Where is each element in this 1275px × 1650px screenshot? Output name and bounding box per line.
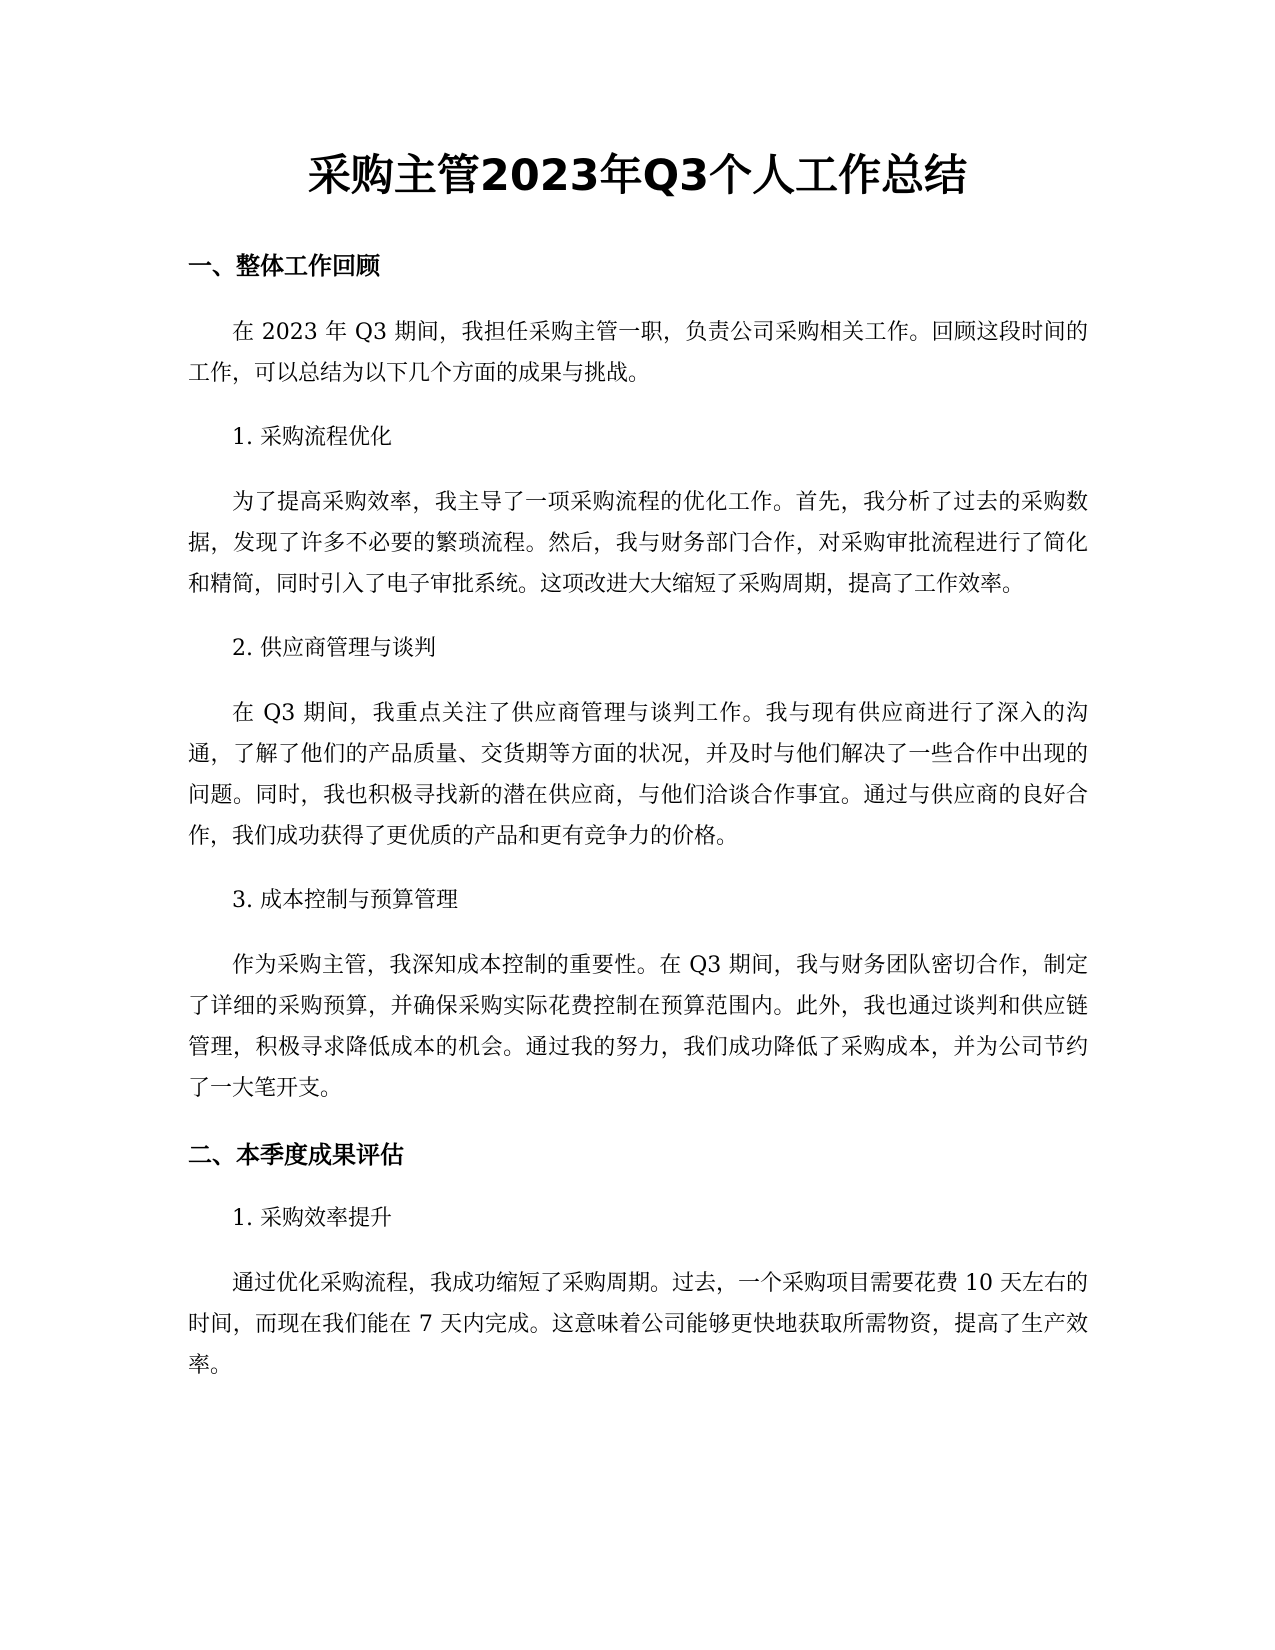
subheading-cost-control: 3. 成本控制与预算管理 xyxy=(232,888,458,913)
section-heading-overview: 一、整体工作回顾 xyxy=(188,252,380,280)
subheading-supplier-management: 2. 供应商管理与谈判 xyxy=(232,636,436,661)
section-heading-results: 二、本季度成果评估 xyxy=(188,1141,404,1169)
subheading-process-optimization: 1. 采购流程优化 xyxy=(232,425,392,450)
document-title: 采购主管2023年Q3个人工作总结 xyxy=(307,151,968,201)
paragraph-supplier-management: 在 Q3 期间，我重点关注了供应商管理与谈判工作。我与现有供应商进行了深入的沟通，了解了他们的产品质量、交货期等方面的状况，并及时与他们解决了一些合作中出现的问题。同时，我也积极寻找新的潜在供应商，与他们洽谈合作事宜。通过与供应商的良好合作，我们成功获得了更优质的产品和更有竞争力的价格。 xyxy=(188,701,1088,849)
subheading-efficiency-improvement: 1. 采购效率提升 xyxy=(232,1206,392,1231)
document-body xyxy=(188,248,1088,1386)
paragraph-efficiency-improvement: 通过优化采购流程，我成功缩短了采购周期。过去，一个采购项目需要花费 10 天左右的时间，而现在我们能在 7 天内完成。这意味着公司能够更快地获取所需物资，提高了生产效率。 xyxy=(188,1271,1088,1378)
paragraph-process-optimization: 为了提高采购效率，我主导了一项采购流程的优化工作。首先，我分析了过去的采购数据，发现了许多不必要的繁琐流程。然后，我与财务部门合作，对采购审批流程进行了简化和精简，同时引入了电子审批系统。这项改进大大缩短了采购周期，提高了工作效率。 xyxy=(188,490,1088,597)
section-intro-paragraph: 在 2023 年 Q3 期间，我担任采购主管一职，负责公司采购相关工作。回顾这段时间的工作，可以总结为以下几个方面的成果与挑战。 xyxy=(188,320,1088,386)
paragraph-cost-control: 作为采购主管，我深知成本控制的重要性。在 Q3 期间，我与财务团队密切合作，制定了详细的采购预算，并确保采购实际花费控制在预算范围内。此外，我也通过谈判和供应链管理，积极寻求降低成本的机会。通过我的努力，我们成功降低了采购成本，并为公司节约了一大笔开支。 xyxy=(188,953,1088,1101)
